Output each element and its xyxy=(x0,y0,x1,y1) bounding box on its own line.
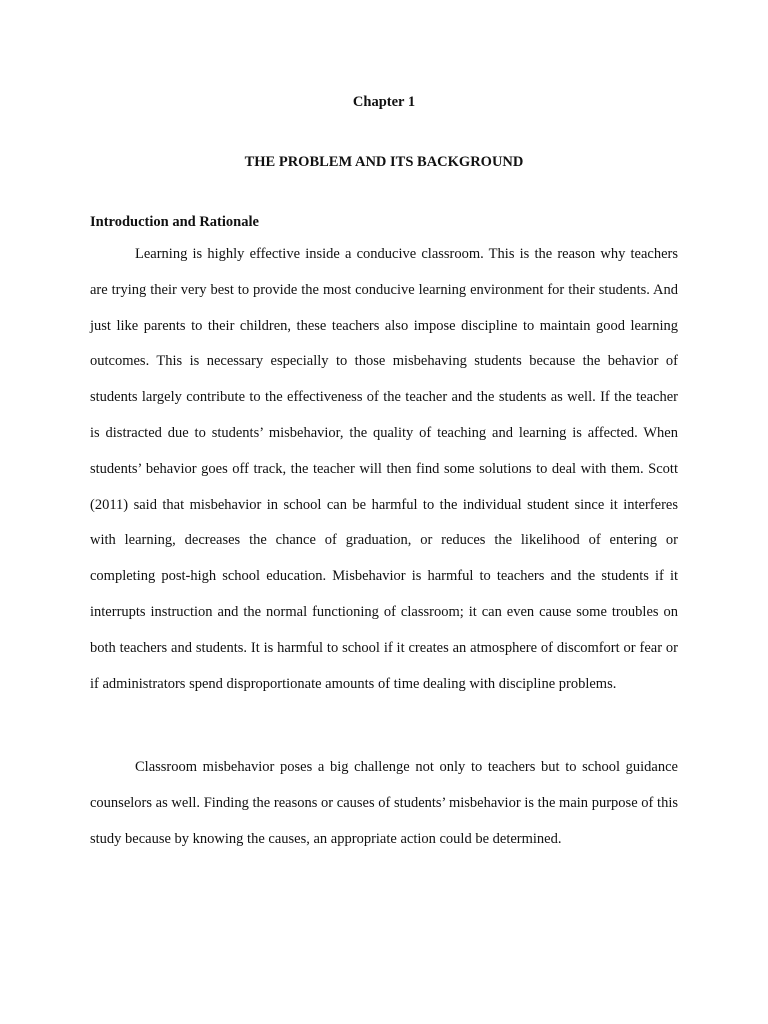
chapter-label: Chapter 1 xyxy=(352,94,416,110)
chapter-title: THE PROBLEM AND ITS BACKGROUND xyxy=(244,154,524,170)
body-paragraph: Classroom misbehavior poses a big challenge not only to teachers but to school guidance counselors as well. Finding the reasons or causes of students’ misbehavior is the main purpose of this study because by knowing the causes, an appropriate action could be determined. xyxy=(90,759,678,847)
section-heading: Introduction and Rationale xyxy=(90,214,259,230)
body-paragraph: Learning is highly effective inside a conducive classroom. This is the reason why teachers are trying their very best to provide the most conducive learning environment for their students. And just like parents to their children, these teachers also impose discipline to maintain good learning outcomes. This is necessary especially to those misbehaving students because the behavior of students largely contribute to the effectiveness of the teacher and the students as well. If the teacher is distracted due to students’ misbehavior, the quality of teaching and learning is affected. When students’ behavior goes off track, the teacher will then find some solutions to deal with them. Scott (2011) said that misbehavior in school can be harmful to the individual student since it interferes with learning, decreases the chance of graduation, or reduces the likelihood of entering or completing post-high school education. Misbehavior is harmful to teachers and the students if it interrupts instruction and the normal functioning of classroom; it can even cause some troubles on both teachers and students. It is harmful to school if it creates an atmosphere of discomfort or fear or if administrators spend disproportionate amounts of time dealing with discipline problems. xyxy=(90,246,678,692)
